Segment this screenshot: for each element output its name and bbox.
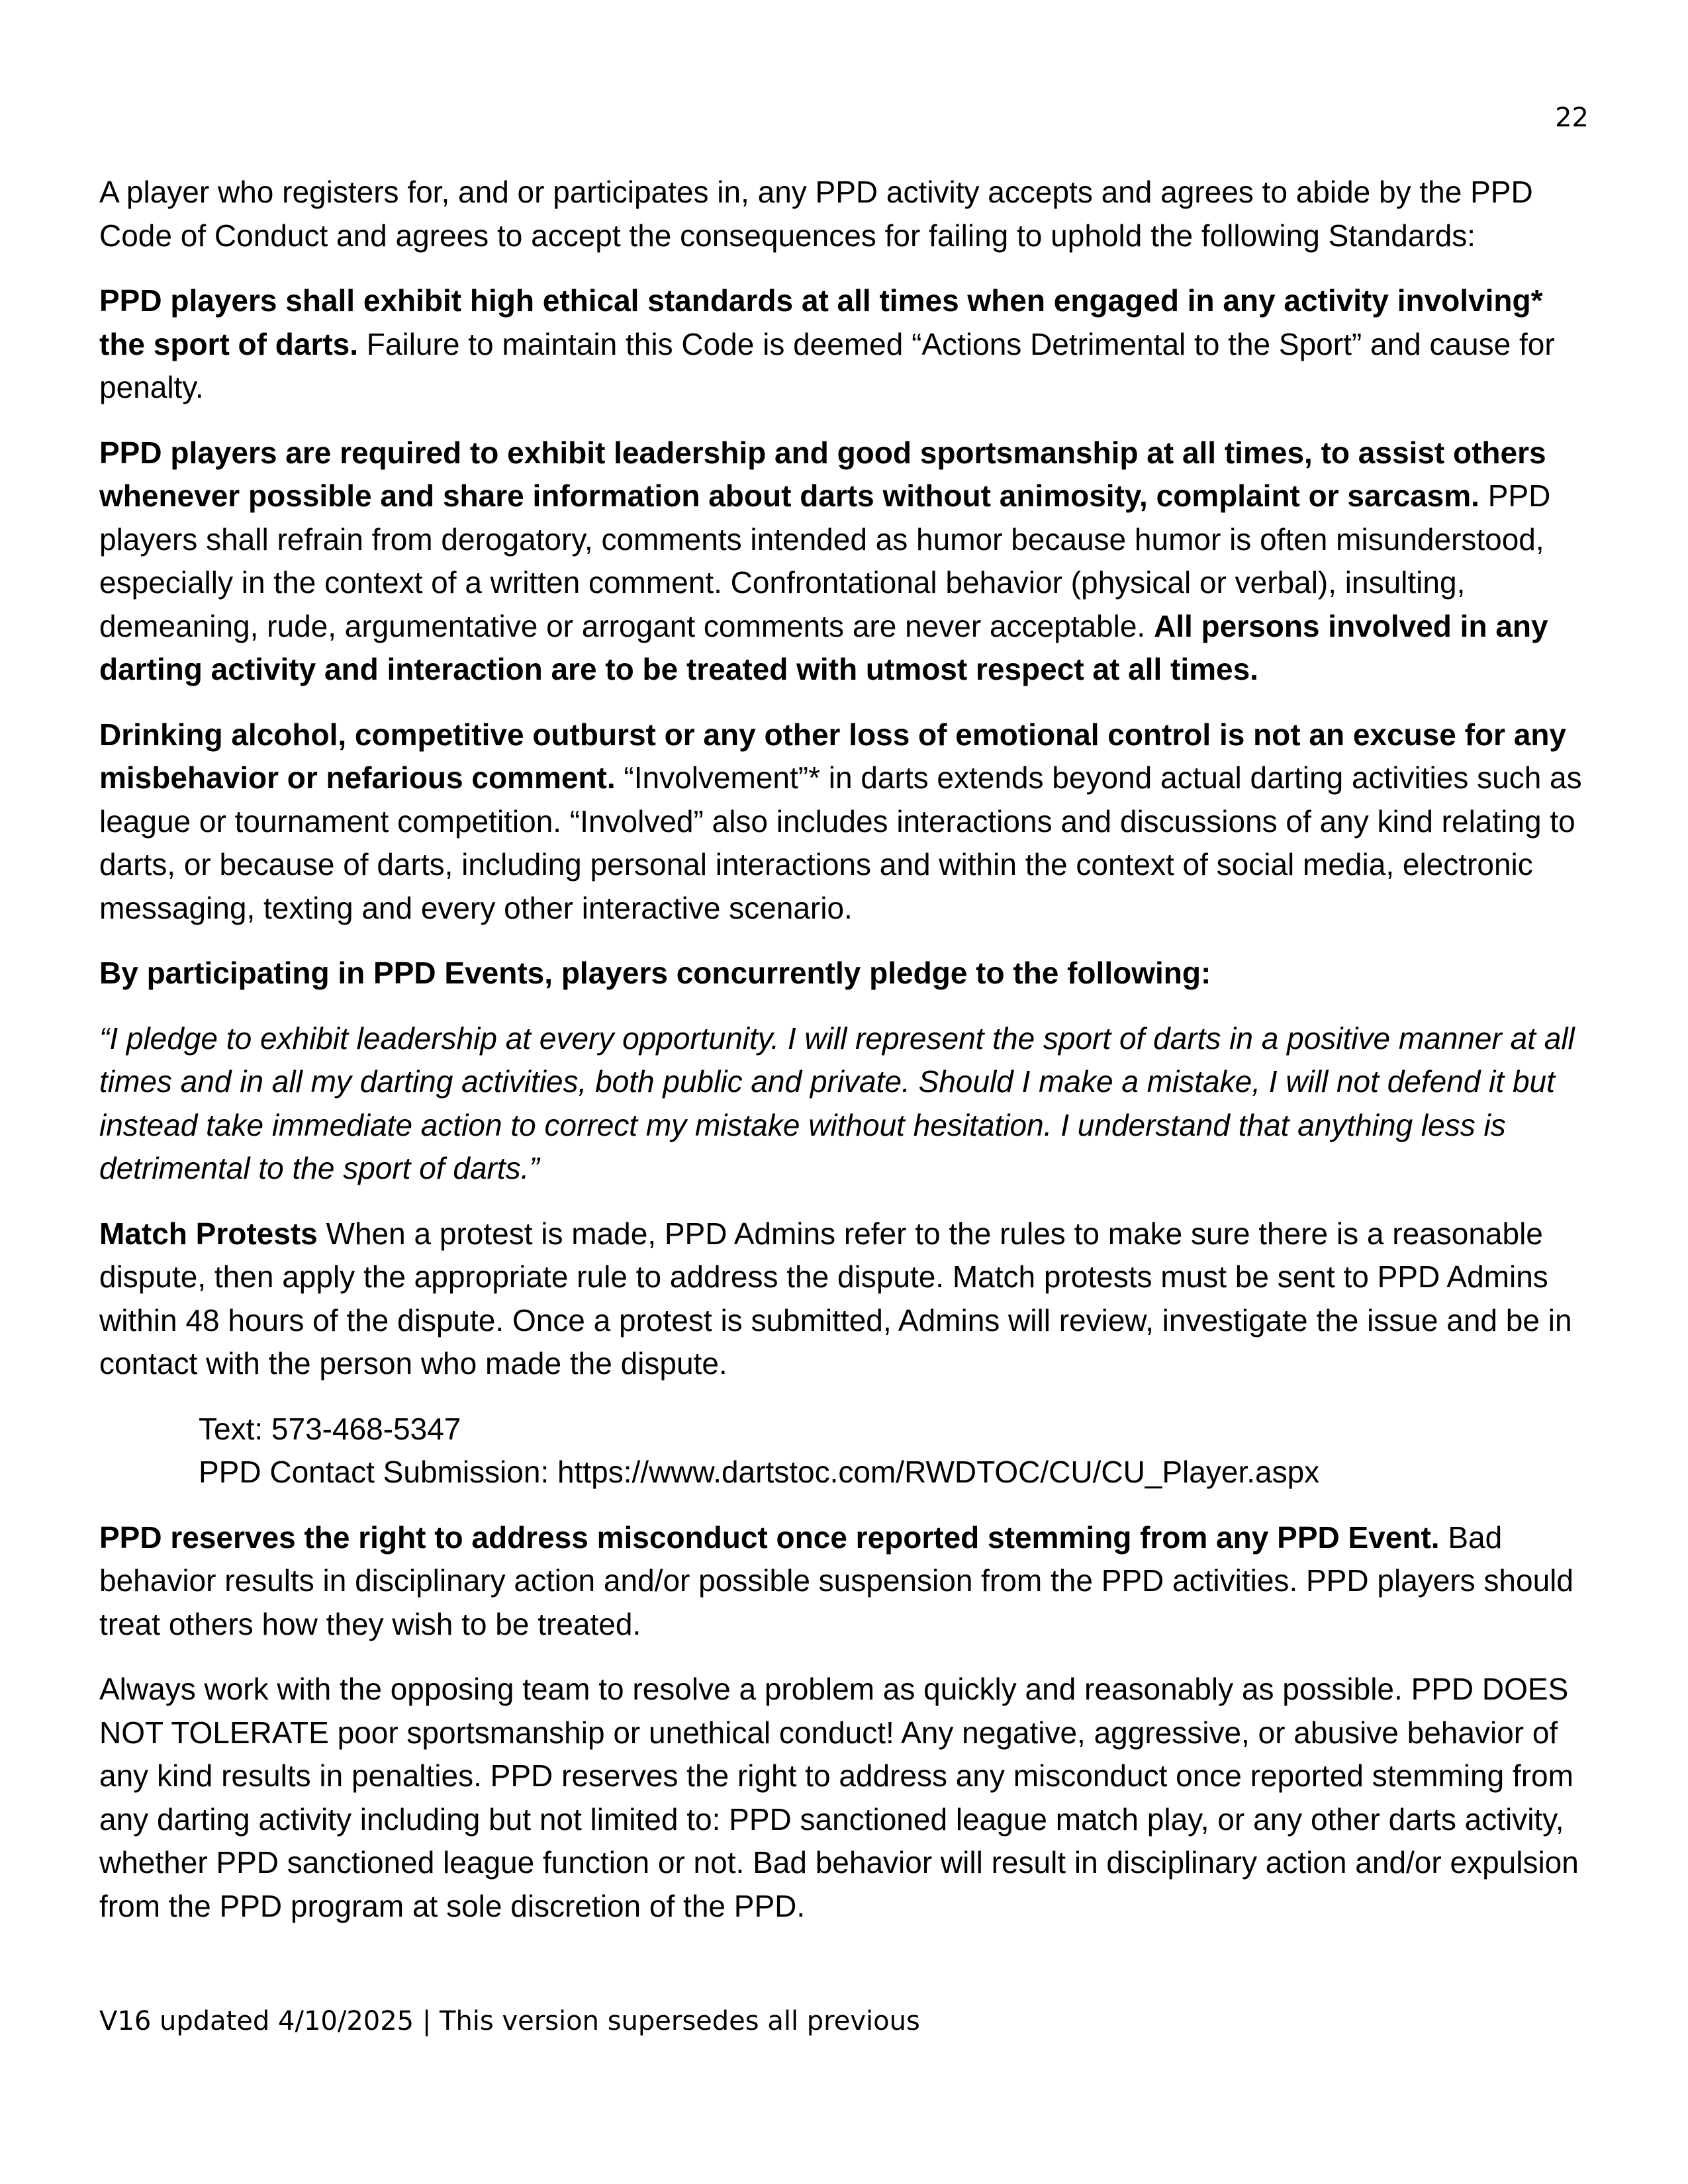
leadership-heading: PPD players are required to exhibit leadership and good sportsmanship at all times, to assist others whenever possible and share information about darts without animosity, complaint or sarcasm. [99, 435, 1546, 513]
leadership-closing-bold: All persons involved in any darting activity and interaction are to be treated with utmost respect at all times. [99, 608, 1548, 686]
document-body [99, 171, 1595, 1950]
reserves-paragraph [99, 1516, 1595, 1647]
contact-block [199, 1408, 1595, 1494]
reserves-heading: PPD reserves the right to address misconduct once reported stemming from any PPD Event. [99, 1520, 1440, 1555]
reserves-text: Bad behavior results in disciplinary action and/or possible suspension from the PPD activities. PPD players should treat others how they wish to be treated. [99, 1520, 1573, 1641]
closing-paragraph: Always work with the opposing team to resolve a problem as quickly and reasonably as possible. PPD DOES NOT TOLERATE poor sportsmanship or unethical conduct! Any negative, aggressive, or abusive behavior of any kind results in penalties. PPD reserves the right to address any misconduct once reported stemming from any darting activity including but not limited to: PPD sanctioned league match play, or any other darts activity, whether PPD sanctioned league function or not. Bad behavior will result in disciplinary action and/or expulsion from the PPD program at sole discretion of the PPD. [99, 1672, 1579, 1923]
pledge-heading: By participating in PPD Events, players concurrently pledge to the following: [99, 956, 1211, 990]
intro-paragraph: A player who registers for, and or participates in, any PPD activity accepts and agrees to abide by the PPD Code of Conduct and agrees to accept the consequences for failing to uphold the following Standards: [99, 175, 1533, 253]
page-number: 22 [1555, 103, 1589, 133]
ethics-heading: PPD players shall exhibit high ethical standards at all times when engaged in any activity involving* the sport of darts. [99, 283, 1543, 361]
protests-heading: Match Protests [99, 1216, 318, 1251]
contact-submission-line: PPD Contact Submission: https://www.dartstoc.com/RWDTOC/CU/CU_Player.aspx [199, 1455, 1320, 1489]
ethics-paragraph [99, 279, 1595, 410]
alcohol-text: “Involvement”* in darts extends beyond actual darting activities such as league or tournament competition. “Involved” also includes interactions and discussions of any kind relating to darts, or because of darts, including personal interactions and within the context of social media, electronic messaging, texting and every other interactive scenario. [99, 760, 1582, 925]
leadership-paragraph [99, 432, 1595, 692]
pledge-text: “I pledge to exhibit leadership at every opportunity. I will represent the sport of darts in a positive manner at all times and in all my darting activities, both public and private. Should I make a mistake, I will not defend it but instead take immediate action to correct my mistake without hesitation. I understand that anything less is detrimental to the sport of darts.” [99, 1021, 1575, 1185]
footer: V16 updated 4/10/2025 | This version supersedes all previous [99, 2006, 920, 2036]
protests-paragraph [99, 1212, 1595, 1386]
leadership-text: PPD players shall refrain from derogatory, comments intended as humor because humor is often misunderstood, especially in the context of a written comment. Confrontational behavior (physical or verbal), insulting, demeaning, rude, argumentative or arrogant comments are never acceptable. [99, 478, 1551, 643]
protests-text: When a protest is made, PPD Admins refer to the rules to make sure there is a reasonable dispute, then apply the appropriate rule to address the dispute. Match protests must be sent to PPD Admins within 48 hours of the dispute. Once a protest is submitted, Admins will review, investigate the issue and be in contact with the person who made the dispute. [99, 1216, 1572, 1381]
alcohol-paragraph [99, 713, 1595, 931]
contact-text-line: Text: 573-468-5347 [199, 1411, 461, 1446]
ethics-text: Failure to maintain this Code is deemed “Actions Detrimental to the Sport” and cause for penalty. [99, 326, 1555, 404]
alcohol-heading: Drinking alcohol, competitive outburst or any other loss of emotional control is not an excuse for any misbehavior or nefarious comment. [99, 717, 1566, 795]
